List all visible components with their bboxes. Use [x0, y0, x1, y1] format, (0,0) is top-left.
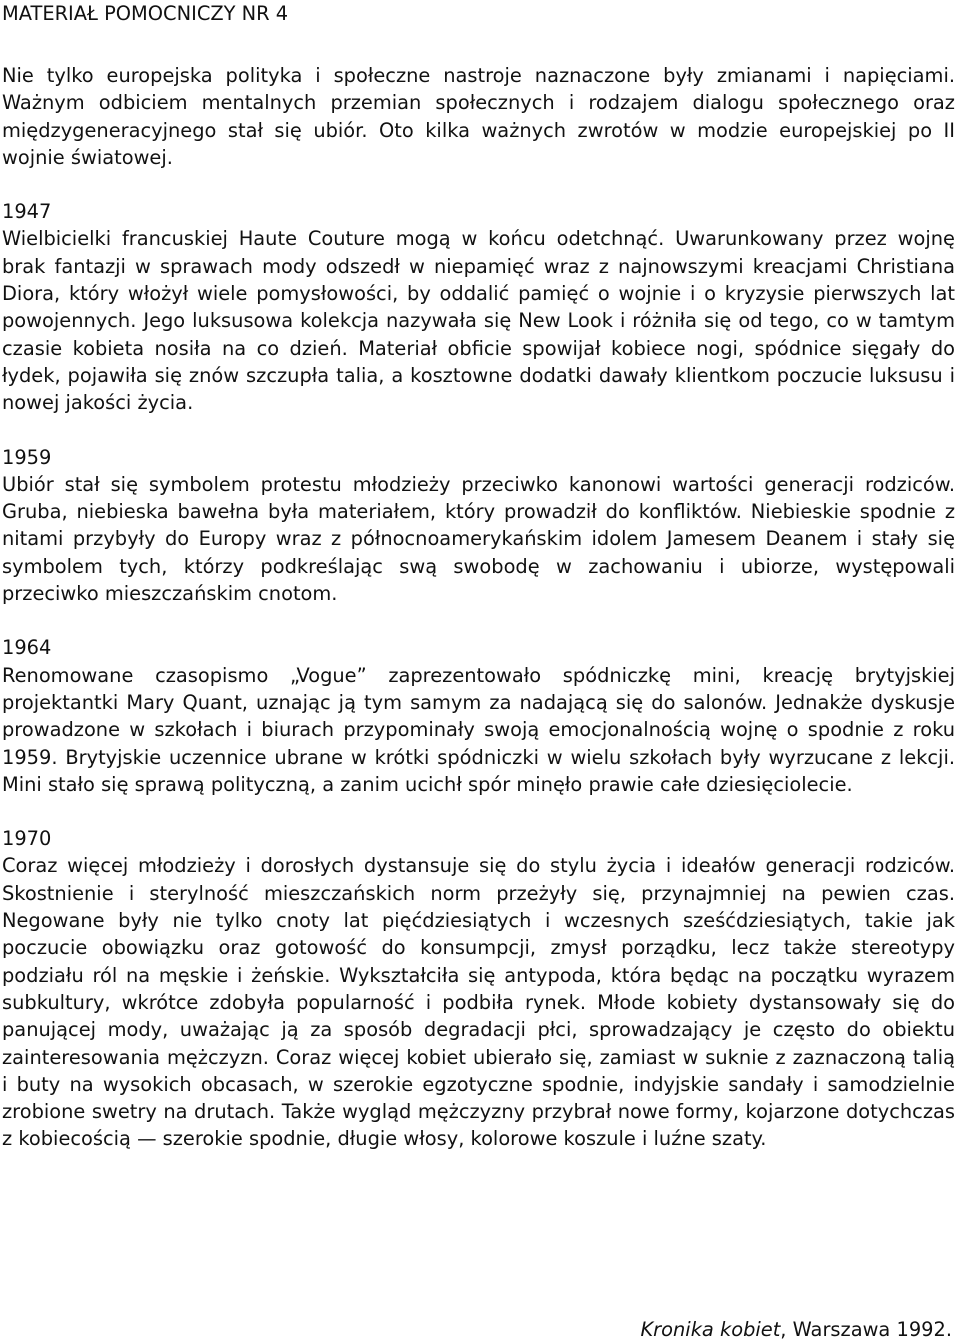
section-1947: [2, 198, 955, 416]
document-title: MATERIAŁ POMOCNICZY NR 4: [2, 2, 289, 25]
section-year: 1964: [2, 636, 52, 660]
section-year: 1970: [2, 827, 52, 851]
document-page: [2, 0, 955, 1153]
section-1959: [2, 444, 955, 608]
source-citation: [640, 1316, 952, 1343]
section-text: Ubiór stał się symbolem protestu młodzieży przeciwko kanonowi wartości generacji rodziców. Gruba, niebieska bawełna była materiałem, który prowadził do konfliktów. Niebieskie spodnie z nitami przybyły do Europy wraz z północnoamerykańskim idolem Jamesem Deanem i stały się symbolem tych, którzy podkreślając swą swobodę w zachowaniu i ubiorze, występowali przeciwko mieszczańskim cnotom.: [2, 472, 955, 606]
source-title: Kronika kobiet: [640, 1318, 781, 1341]
section-year: 1947: [2, 200, 52, 224]
section-1964: [2, 634, 955, 798]
section-text: Wielbicielki francuskiej Haute Couture mogą w końcu odetchnąć. Uwarunkowany przez wojnę brak fantazji w sprawach mody odszedł w niepamięć wraz z najnowszymi kreacjami Christiana Diora, który włożył wiele pomysłowości, by oddalić pamięć o wojnie i o kryzysie pierwszych lat powojennych. Jego luksusowa kolekcja nazywała się New Look i różniła się od tego, co w tamtym czasie kobieta nosiła na co dzień. Materiał obficie spowijał kobiece nogi, spódnice sięgały do łydek, pojawiła się znów szczupła talia, a kosztowne dodatki dawały klientkom poczucie luksusu i nowej jakości życia.: [2, 227, 955, 415]
intro-paragraph: Nie tylko europejska polityka i społeczne nastroje naznaczone były zmianami i napięciami. Ważnym odbiciem mentalnych przemian społecznych i rodzajem dialogu społecznego oraz międzygeneracyjnego stał się ubiór. Oto kilka ważnych zwrotów w modzie europejskiej po II wojnie światowej.: [2, 64, 955, 169]
section-year: 1959: [2, 445, 52, 469]
source-details: , Warszawa 1992.: [780, 1318, 952, 1341]
section-text: Coraz więcej młodzieży i dorosłych dystansuje się do stylu życia i ideałów generacji rodziców. Skostnienie i sterylność mieszczańskich norm przeżyły się, przynajmniej na pewien czas. Negowane były nie tylko cnoty lat pięćdziesiątych i wczesnych sześćdziesiątych, takie jak poczucie obowiązku oraz gotowość do konsumpcji, zmysł porządku, lecz także stereotypy podziału ról na męskie i żeńskie. Wykształciła się antypoda, która będąc na początku wyrazem subkultury, wkrótce zdobyła popularność i podbiła rynek. Młode kobiety dystansowały się do panującej mody, uważając ją za sposób degradacji płci, sprowadzający je często do obiektu zainteresowania mężczyzn. Coraz więcej kobiet ubierało się, zamiast w suknie z zaznaczoną talią i buty na wysokich obcasach, w szerokie egzotyczne spodnie, indyjskie sandały i samodzielnie zrobione swetry na drutach. Także wygląd mężczyzny przybrał nowe formy, kojarzone dotychczas z kobiecością — szerokie spodnie, długie włosy, kolorowe koszule i luźne szaty.: [2, 854, 955, 1151]
section-1970: [2, 825, 955, 1153]
section-text: Renomowane czasopismo „Vogue” zaprezentowało spódniczkę mini, kreację brytyjskiej projektantki Mary Quant, uznając ją tym samym za nadającą się do salonów. Jednakże dyskusje prowadzone w szkołach i biurach przypominały swoją emocjonalnością wojnę o spodnie z roku 1959. Brytyjskie uczennice ubrane w krótki spódniczki w wielu szkołach były wyrzucane z lekcji. Mini stało się sprawą polityczną, a zanim ucichł spór minęło prawie całe dziesięciolecie.: [2, 663, 955, 796]
